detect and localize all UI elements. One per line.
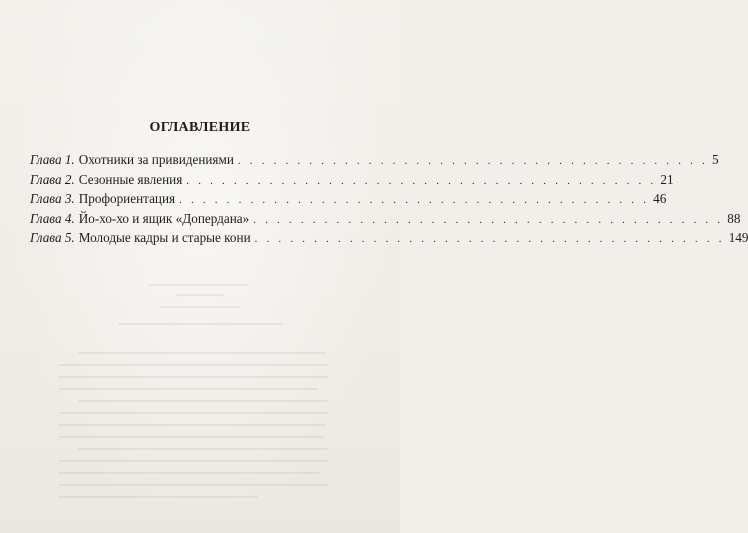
toc-entry[interactable] xyxy=(30,228,748,248)
chapter-number: Глава 3. xyxy=(30,191,75,206)
toc-entry[interactable] xyxy=(30,150,719,170)
chapter-number: Глава 1. xyxy=(30,152,75,167)
chapter-title: Сезонные явления xyxy=(78,171,183,187)
chapter-title: Йо-хо-хо и ящик «Допердана» xyxy=(78,210,250,226)
toc-entry[interactable] xyxy=(30,189,667,209)
table-of-contents xyxy=(30,150,748,248)
page-number: 5 xyxy=(711,152,719,167)
dot-leader: . . . . . . . . . . . . . . . . . . . . . . . . . . . . . . . . . . . . . . . . xyxy=(186,174,657,187)
toc-entry[interactable] xyxy=(30,209,741,229)
page-number: 46 xyxy=(653,191,667,206)
chapter-title: Профориентация xyxy=(78,191,176,206)
dot-leader: . . . . . . . . . . . . . . . . . . . . . . . . . . . . . . . . . . . . . . . . xyxy=(253,213,724,226)
dot-leader: . . . . . . . . . . . . . . . . . . . . . . . . . . . . . . . . . . . . . . . . xyxy=(179,194,650,206)
chapter-title: Молодые кадры и старые кони xyxy=(78,230,251,245)
chapter-number: Глава 5. xyxy=(30,230,75,245)
chapter-number: Глава 2. xyxy=(30,171,75,187)
page-number: 21 xyxy=(660,171,674,187)
page-number: 88 xyxy=(727,210,741,226)
dot-leader: . . . . . . . . . . . . . . . . . . . . . . . . . . . . . . . . . . . . . . . . xyxy=(254,233,725,245)
chapter-number: Глава 4. xyxy=(30,210,75,226)
toc-entry[interactable] xyxy=(30,170,674,190)
chapter-title: Охотники за привидениями xyxy=(78,152,234,167)
page-number: 149 xyxy=(728,230,748,245)
dot-leader: . . . . . . . . . . . . . . . . . . . . . . . . . . . . . . . . . . . . . . . . xyxy=(237,155,708,167)
toc-heading: ОГЛАВЛЕНИЕ xyxy=(149,120,251,135)
